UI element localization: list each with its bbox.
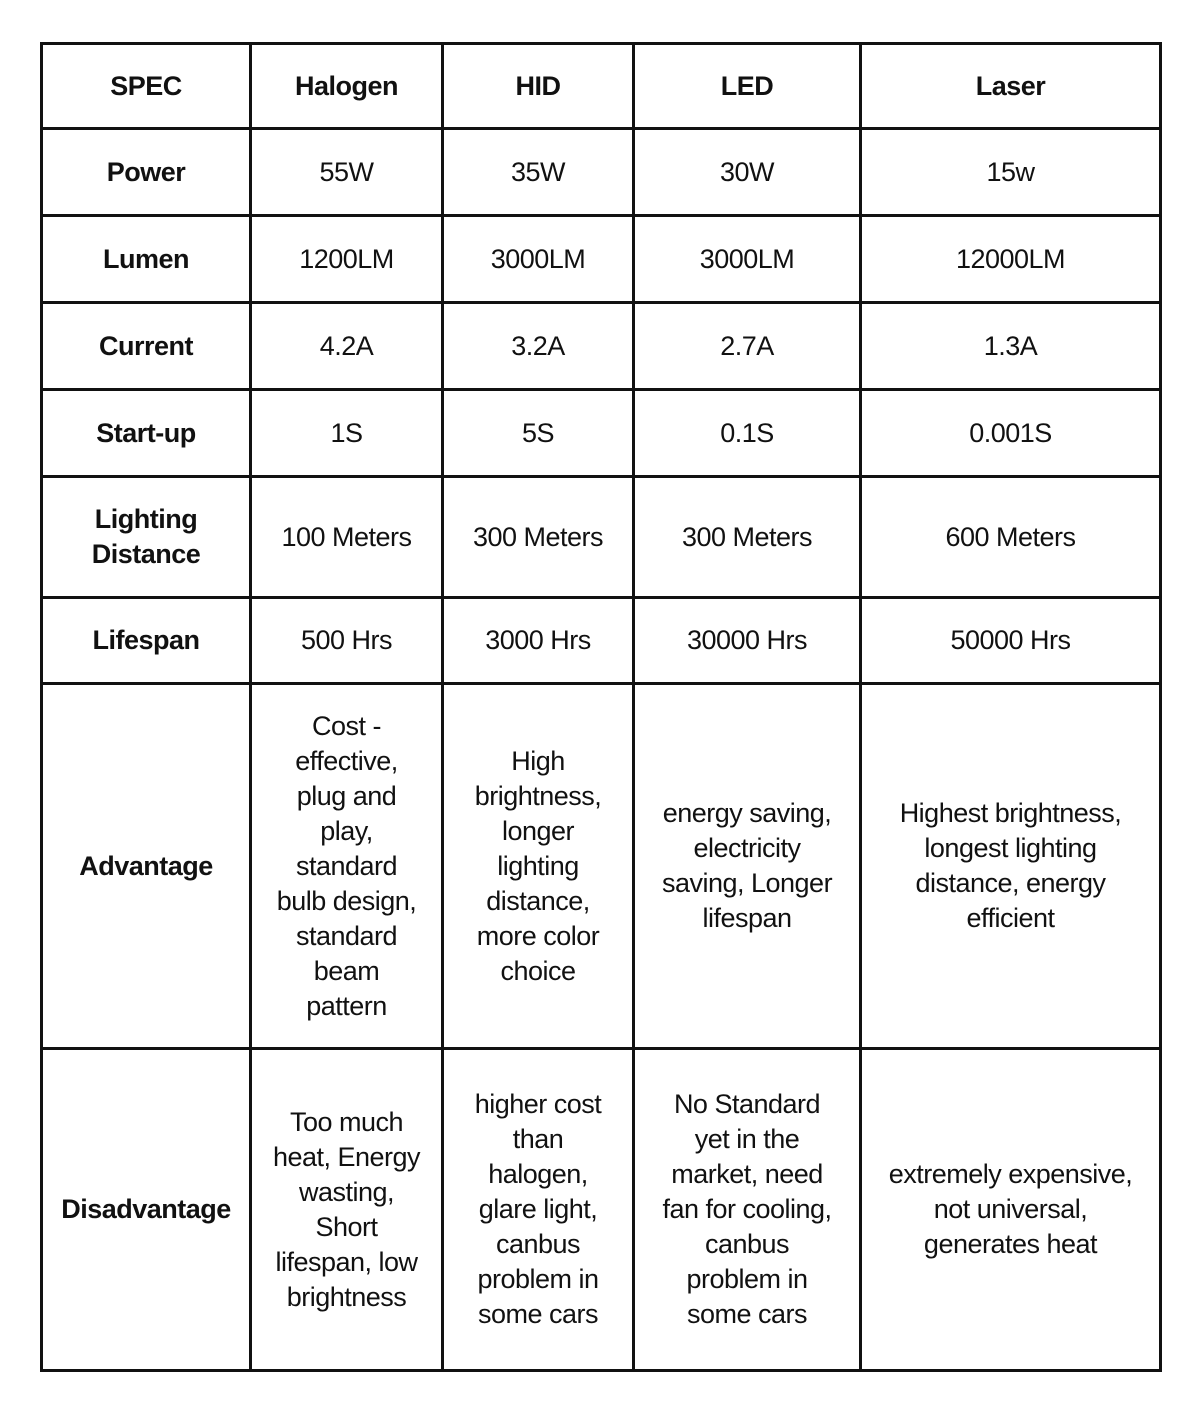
table-row <box>42 477 1161 598</box>
cell-disadvantage-halogen <box>251 1049 443 1371</box>
cell-distance-led: 300 Meters <box>634 477 861 598</box>
cell-lifespan-halogen: 500 Hrs <box>251 598 443 684</box>
cell-lumen-led: 3000LM <box>634 216 861 303</box>
cell-advantage-halogen <box>251 684 443 1049</box>
row-label-startup: Start-up <box>42 390 251 477</box>
row-label-disadvantage: Disadvantage <box>42 1049 251 1371</box>
cell-disadvantage-laser <box>861 1049 1161 1371</box>
table-row <box>42 303 1161 390</box>
cell-power-led: 30W <box>634 129 861 216</box>
cell-startup-hid: 5S <box>443 390 634 477</box>
spec-comparison-table <box>40 42 1162 1372</box>
cell-advantage-hid <box>443 684 634 1049</box>
table-row <box>42 598 1161 684</box>
row-label-current: Current <box>42 303 251 390</box>
row-label-power: Power <box>42 129 251 216</box>
row-label-lumen: Lumen <box>42 216 251 303</box>
advantage-hid-text: High brightness, longer lighting distance, more color choice <box>474 745 602 986</box>
header-laser: Laser <box>861 44 1161 129</box>
cell-power-laser: 15w <box>861 129 1161 216</box>
cell-current-halogen: 4.2A <box>251 303 443 390</box>
table-row <box>42 216 1161 303</box>
row-label-advantage: Advantage <box>42 684 251 1049</box>
disadvantage-laser-text: extremely expensive, not universal, generates heat <box>888 1159 1133 1259</box>
disadvantage-hid-text: higher cost than halogen, glare light, canbus problem in some cars <box>474 1089 602 1329</box>
cell-current-led: 2.7A <box>634 303 861 390</box>
cell-distance-halogen: 100 Meters <box>251 477 443 598</box>
cell-lifespan-hid: 3000 Hrs <box>443 598 634 684</box>
table-row <box>42 684 1161 1049</box>
table-row <box>42 390 1161 477</box>
advantage-led-text: energy saving, electricity saving, Longer lifespan <box>661 798 833 933</box>
cell-lifespan-led: 30000 Hrs <box>634 598 861 684</box>
cell-startup-halogen: 1S <box>251 390 443 477</box>
cell-distance-hid: 300 Meters <box>443 477 634 598</box>
cell-distance-laser: 600 Meters <box>861 477 1161 598</box>
cell-power-hid: 35W <box>443 129 634 216</box>
cell-current-hid: 3.2A <box>443 303 634 390</box>
header-halogen: Halogen <box>251 44 443 129</box>
cell-lifespan-laser: 50000 Hrs <box>861 598 1161 684</box>
cell-lumen-halogen: 1200LM <box>251 216 443 303</box>
cell-startup-laser: 0.001S <box>861 390 1161 477</box>
header-hid: HID <box>443 44 634 129</box>
header-row <box>42 44 1161 129</box>
header-led: LED <box>634 44 861 129</box>
header-spec: SPEC <box>42 44 251 129</box>
table-row <box>42 1049 1161 1371</box>
cell-lumen-laser: 12000LM <box>861 216 1161 303</box>
cell-disadvantage-led <box>634 1049 861 1371</box>
cell-lumen-hid: 3000LM <box>443 216 634 303</box>
disadvantage-halogen-text: Too much heat, Energy wasting, Short lifespan, low brightness <box>272 1106 421 1312</box>
cell-current-laser: 1.3A <box>861 303 1161 390</box>
cell-startup-led: 0.1S <box>634 390 861 477</box>
cell-advantage-laser: Highest brightness, longest lighting distance, energy efficient <box>861 684 1161 1049</box>
disadvantage-led-text: No Standard yet in the market, need fan for cooling, canbus problem in some cars <box>662 1089 832 1329</box>
cell-power-halogen: 55W <box>251 129 443 216</box>
advantage-halogen-text: Cost - effective, plug and play, standard bulb design, standard beam pattern <box>276 710 417 1021</box>
row-label-lifespan: Lifespan <box>42 598 251 684</box>
cell-advantage-led <box>634 684 861 1049</box>
row-label-lighting-distance-text: Lighting Distance <box>91 504 201 569</box>
row-label-lighting-distance <box>42 477 251 598</box>
table-row <box>42 129 1161 216</box>
cell-disadvantage-hid <box>443 1049 634 1371</box>
